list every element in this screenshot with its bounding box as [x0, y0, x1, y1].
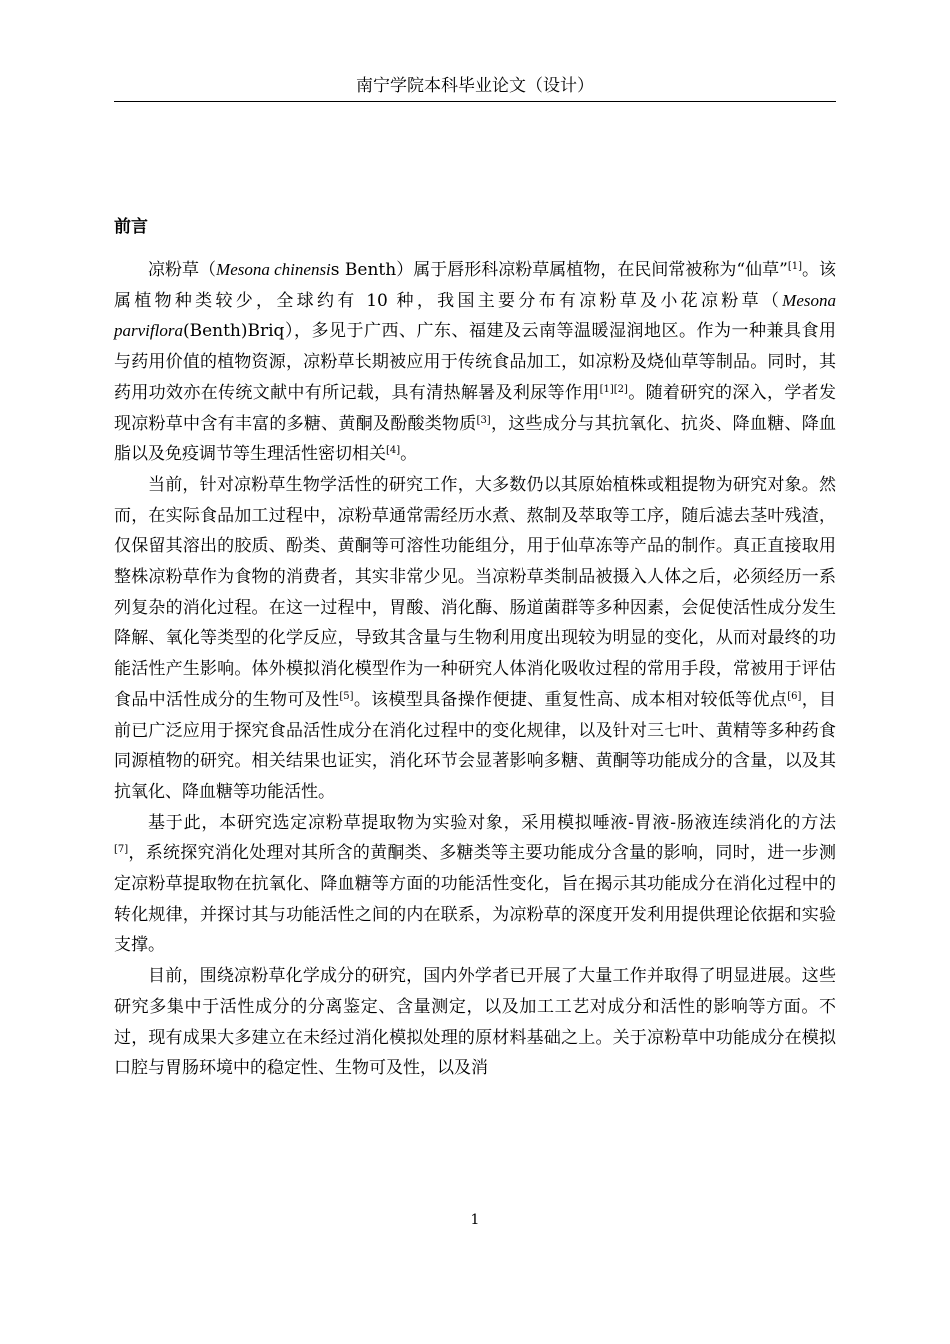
header-divider: [114, 101, 836, 102]
citation: [4]: [386, 445, 401, 457]
text-run: 当前，针对凉粉草生物学活性的研究工作，大多数仍以其原始植株或粗提物为研究对象。然而，在实际食品加工过程中，凉粉草通常需经历水煮、熬制及萃取等工序，随后滤去茎叶残渣，仅保留其溶出的胶质、酚类、黄酮等可溶性功能组分，用于仙草冻等产品的制作。真正直接取用整株凉粉草作为食物的消费者，其实非常少见。当凉粉草类制品被摄入人体之后，必须经历一系列复杂的消化过程。在这一过程中，胃酸、消化酶、肠道菌群等多种因素，会促使活性成分发生降解、氧化等类型的化学反应，导致其含量与生物利用度出现较为明显的变化，从而对最终的功能活性产生影响。体外模拟消化模型作为一种研究人体消化吸收过程的常用手段，常被用于评估食品中活性成分的生物可及性: [114, 474, 836, 710]
citation: [3]: [476, 414, 491, 426]
text-run: 基于此，本研究选定凉粉草提取物为实验对象，采用模拟唾液-胃液-肠液连续消化的方法: [148, 812, 836, 833]
section-title: 前言: [114, 217, 148, 237]
text-run: 。: [400, 444, 418, 465]
page-number: 1: [470, 1212, 480, 1228]
citation: [1]: [787, 261, 802, 272]
text-run: 目前，围绕凉粉草化学成分的研究，国内外学者已开展了大量工作并取得了明显进展。这些研究多集中于活性成分的分离鉴定、含量测定，以及加工工艺对成分和活性的影响等方面。不过，现有成果大多建立在未经过消化模拟处理的原材料基础之上。关于凉粉草中功能成分在模拟口腔与胃肠环境中的稳定性、生物可及性，以及消: [114, 966, 836, 1079]
citation: [6]: [787, 690, 802, 702]
page-header: 南宁学院本科毕业论文（设计）: [356, 76, 594, 96]
text-run: (Benth)Briq），多见于广西、广东、福建及云南等温暖湿润地区。作为一种兼具食用与药用价值的植物资源，凉粉草长期被应用于传统食品加工，如凉粉及烧仙草等制品。同时，其药用功效亦在传统文献中有所记载，具有清热解暑及利尿等作用: [114, 321, 836, 403]
paragraph-4: [114, 961, 836, 1084]
text-run: 凉粉草（: [148, 260, 217, 280]
latin-name: Mesona parviflora: [114, 290, 836, 341]
body-text: [114, 255, 836, 1084]
paragraph-2: [114, 470, 836, 808]
citation: [1][2]: [599, 383, 628, 395]
text-run: ，这些成分与其抗氧化、抗炎、降血糖、降血脂以及免疫调节等生理活性密切相关: [114, 413, 836, 465]
text-run: 。该模型具备操作便捷、重复性高、成本相对较低等优点: [353, 689, 788, 710]
latin-name: Mesona chinensi: [216, 260, 331, 279]
citation: [7]: [114, 844, 129, 856]
text-run: ，目前已广泛应用于探究食品活性成分在消化过程中的变化规律，以及针对三七叶、黄精等多种药食同源植物的研究。相关结果也证实，消化环节会显著影响多糖、黄酮等功能成分的含量，以及其抗氧化、降血糖等功能活性。: [114, 689, 837, 802]
text-run: 。该属植物种类较少，全球约有 10 种，我国主要分布有凉粉草及小花凉粉草（: [114, 260, 837, 311]
text-run: ，系统探究消化处理对其所含的黄酮类、多糖类等主要功能成分含量的影响，同时，进一步测定凉粉草提取物在抗氧化、降血糖等方面的功能活性变化，旨在揭示其功能成分在消化过程中的转化规律，并探讨其与功能活性之间的内在联系，为凉粉草的深度开发利用提供理论依据和实验支撑。: [114, 843, 836, 956]
paragraph-3: [114, 808, 836, 962]
text-run: 。随着研究的深入，学者发现凉粉草中含有丰富的多糖、黄酮及酚酸类物质: [114, 382, 837, 434]
citation: [5]: [339, 690, 354, 702]
text-run: s Benth）属于唇形科凉粉草属植物，在民间常被称为“仙草”: [330, 260, 788, 280]
paragraph-1: [114, 255, 836, 470]
